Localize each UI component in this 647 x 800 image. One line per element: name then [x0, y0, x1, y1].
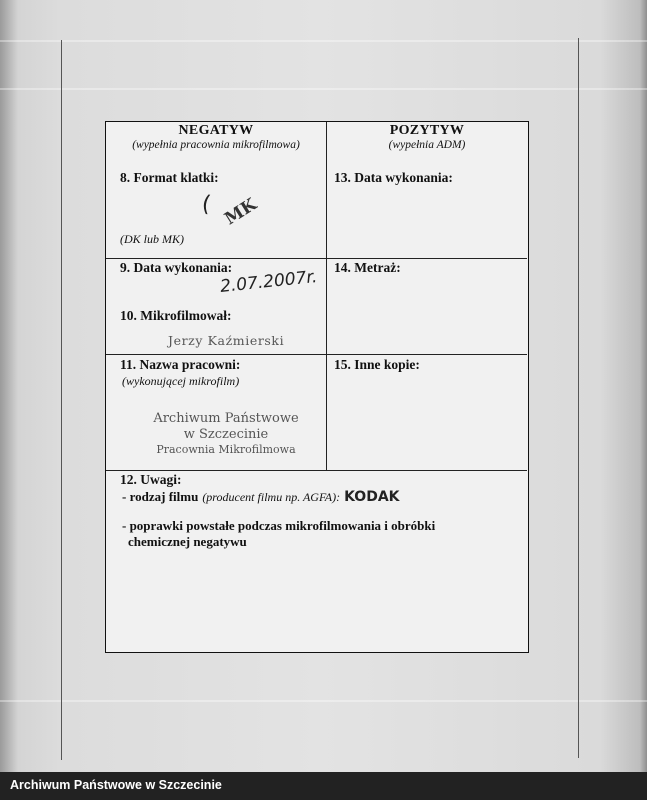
field-11-stamp-line2: w Szczecinie: [183, 427, 269, 442]
field-13-label: 13. Data wykonania:: [334, 170, 453, 185]
field-8-mark: (: [200, 191, 213, 218]
field-8-value: MK: [221, 194, 261, 230]
page-edge-left: [61, 40, 62, 760]
field-12-film-hint: (producent filmu np. AGFA):: [202, 490, 341, 504]
archive-footer: [0, 772, 647, 800]
field-12-film-value: KODAK: [344, 489, 400, 505]
pozytyw-title: POZYTYW: [389, 123, 465, 138]
field-11-hint: (wykonującej mikrofilm): [122, 374, 240, 388]
field-8-label: 8. Format klatki:: [120, 170, 219, 185]
microfilm-form: [105, 121, 529, 653]
field-15-label: 15. Inne kopie:: [334, 357, 420, 372]
field-11-stamp-line3: Pracownia Mikrofilmowa: [156, 443, 296, 456]
pozytyw-subtitle: (wypełnia ADM): [388, 139, 466, 151]
field-12-label: 12. Uwagi:: [120, 472, 182, 487]
field-11-label: 11. Nazwa pracowni:: [120, 357, 241, 372]
page-edge-right: [578, 38, 579, 758]
scan-streak: [0, 700, 647, 702]
scan-streak: [0, 40, 647, 42]
field-10-label: 10. Mikrofilmował:: [120, 308, 232, 323]
field-10-value: Jerzy Kaźmierski: [168, 333, 285, 348]
negatyw-title: NEGATYW: [178, 123, 254, 138]
row-divider: [106, 354, 527, 355]
row-divider: [106, 258, 527, 259]
field-9-label: 9. Data wykonania:: [120, 260, 233, 275]
footer-text: Archiwum Państwowe w Szczecinie: [10, 778, 222, 792]
negatyw-subtitle: (wypełnia pracownia mikrofilmowa): [132, 139, 300, 151]
field-14-label: 14. Metraż:: [334, 260, 401, 275]
field-9-value: 2.07.2007r.: [219, 266, 319, 298]
field-12-corrections-line1: - poprawki powstałe podczas mikrofilmowania i obróbki: [122, 518, 436, 533]
row-divider: [106, 470, 527, 471]
field-8-hint: (DK lub MK): [120, 232, 184, 246]
field-12-film-row: [122, 488, 400, 506]
field-11-stamp-line1: Archiwum Państwowe: [153, 411, 299, 426]
column-divider: [326, 122, 327, 470]
scan-streak: [0, 88, 647, 90]
field-12-corrections-line2: chemicznej negatywu: [128, 534, 247, 549]
field-12-film-label: - rodzaj filmu: [122, 489, 199, 504]
